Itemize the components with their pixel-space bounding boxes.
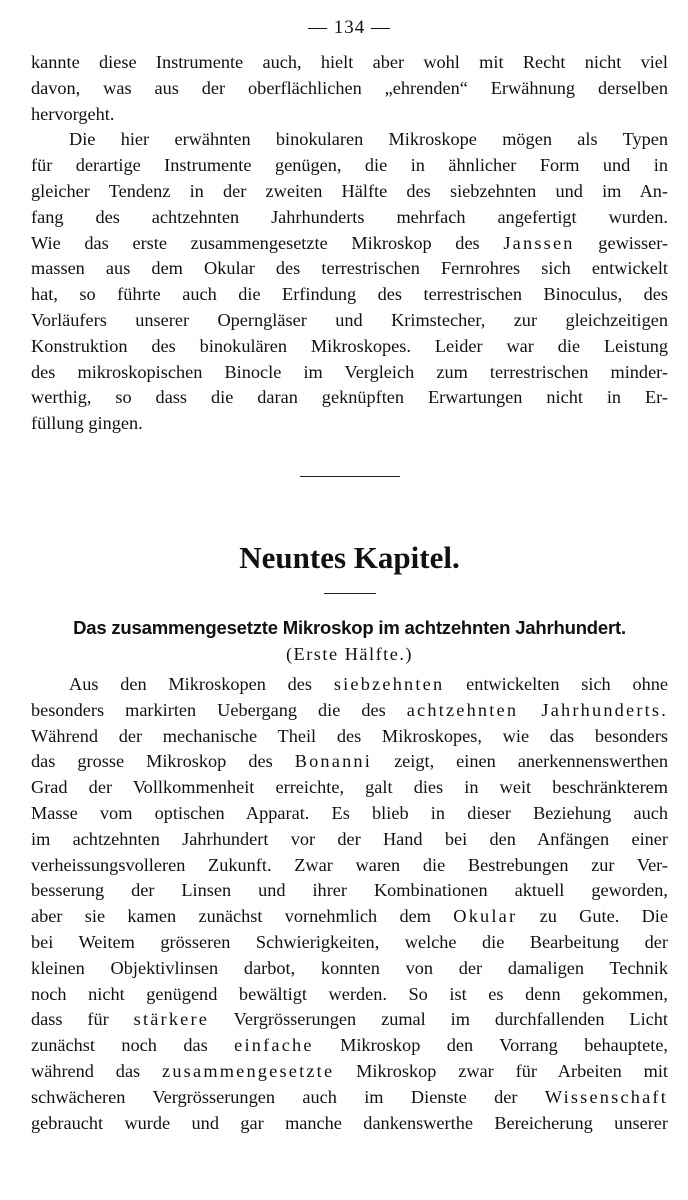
text-line: massen aus dem Okular des terrestrischen Fernrohres sich entwickelt	[31, 258, 668, 279]
text-line: fang des achtzehnten Jahrhunderts mehrfach angefertigt wurden.	[31, 206, 668, 227]
section-subtitle: (Erste Hälfte.)	[285, 643, 414, 664]
text-run: Wie das erste zusammengesetzte Mikroskop des	[31, 232, 504, 253]
text-run: Aus den Mikroskopen des	[69, 673, 334, 694]
text-line: füllung gingen.	[31, 413, 143, 434]
text-line: verheissungsvolleren Zukunft. Zwar waren die Bestrebungen zur Ver-	[31, 854, 668, 875]
text-line: Grad der Vollkommenheit erreichte, galt dies in weit beschränkterem	[31, 777, 668, 798]
spaced-word: Okular	[453, 906, 518, 927]
text-line: hat, so führte auch die Erfindung des terrestrischen Binoculus, des	[31, 284, 668, 305]
text-run: entwickelten sich ohne	[444, 673, 669, 694]
text-line	[31, 904, 668, 930]
text-line: noch nicht genügend bewältigt werden. So ist es denn gekommen,	[31, 983, 668, 1004]
spaced-name: Janssen	[503, 232, 575, 253]
text-line: kannte diese Instrumente auch, hielt aber wohl mit Recht nicht viel	[31, 52, 668, 72]
spaced-word: stärkere	[133, 1009, 210, 1030]
section-title: Das zusammengesetzte Mikroskop im achtzehnten Jahrhundert.	[73, 616, 626, 638]
text-line: des mikroskopischen Binocle im Vergleich zum terrestrischen minder-	[31, 361, 668, 382]
spaced-word: zusammengesetzte	[162, 1060, 335, 1081]
text-run: aber sie kamen zunächst vornehmlich dem	[31, 906, 454, 927]
text-line: gleicher Tendenz in der zweiten Hälfte des siebzehnten und im An-	[31, 180, 668, 201]
text-line: werthig, so dass die daran geknüpften Erwartungen nicht in Er-	[31, 387, 668, 408]
text-run: Mikroskop zwar für Arbeiten mit	[334, 1060, 668, 1081]
text-run: Vergrösserungen zumal im durchfallenden Licht	[209, 1009, 668, 1030]
text-line: für derartige Instrumente genügen, die in ähnlicher Form und in	[31, 155, 668, 176]
text-line: besserung der Linsen und ihrer Kombinationen aktuell geworden,	[31, 880, 668, 901]
text-run: gewisser-	[574, 232, 668, 253]
text-line	[31, 749, 668, 775]
text-run: zunächst noch das	[31, 1035, 235, 1056]
text-run: schwächeren Vergrösserungen auch im Dienste der	[31, 1086, 545, 1107]
text-line	[31, 1085, 668, 1111]
text-line: Masse vom optischen Apparat. Es blieb in dieser Beziehung auch	[31, 802, 668, 823]
spaced-word: achtzehnten Jahrhunderts.	[406, 699, 668, 720]
text-line: hervorgeht.	[31, 103, 115, 124]
text-run: zu Gute. Die	[517, 906, 669, 927]
page-number: — 134 —	[308, 17, 391, 38]
spaced-word: siebzehnten	[333, 673, 445, 694]
text-line	[31, 1059, 668, 1085]
text-run: während das	[31, 1060, 163, 1081]
text-line: bei Weitem grösseren Schwierigkeiten, welche die Bearbeitung der	[31, 931, 668, 952]
text-run: dass für	[31, 1009, 134, 1030]
spaced-word: einfache	[234, 1035, 314, 1056]
text-run: Mikroskop den Vorrang behauptete,	[313, 1035, 668, 1056]
text-line: im achtzehnten Jahrhundert vor der Hand bei den Anfängen einer	[31, 828, 668, 849]
paragraph-eighteenth-century	[31, 672, 668, 1136]
paragraph-binocular	[31, 127, 668, 437]
spaced-word: Wissenschaft	[544, 1086, 668, 1107]
book-page	[31, 16, 668, 1136]
text-line: Während der mechanische Theil des Mikroskopes, wie das besonders	[31, 725, 668, 746]
text-line	[31, 1033, 668, 1059]
chapter-title: Neuntes Kapitel.	[239, 539, 460, 575]
text-run: zeigt, einen anerkennenswerthen	[372, 751, 668, 772]
text-line: gebraucht wurde und gar manche dankenswerthe Bereicherung unserer	[31, 1112, 668, 1133]
spaced-name: Bonanni	[294, 751, 373, 772]
text-line	[31, 1007, 668, 1033]
text-line: Konstruktion des binokulären Mikroskopes. Leider war die Leistung	[31, 335, 668, 356]
text-line	[31, 698, 668, 724]
text-line: kleinen Objektivlinsen darbot, konnten von der damaligen Technik	[31, 957, 668, 978]
text-run: das grosse Mikroskop des	[31, 751, 295, 772]
text-line: davon, was aus der oberflächlichen „ehrenden“ Erwähnung derselben	[31, 77, 668, 98]
text-line: Vorläufers unserer Operngläser und Krimstecher, zur gleichzeitigen	[31, 309, 668, 330]
intro-paragraph	[31, 50, 668, 127]
text-line: Die hier erwähnten binokularen Mikroskope mögen als Typen	[69, 129, 668, 150]
text-line	[31, 672, 668, 698]
text-run: besonders markirten Uebergang die des	[31, 699, 407, 720]
text-line	[31, 231, 668, 257]
